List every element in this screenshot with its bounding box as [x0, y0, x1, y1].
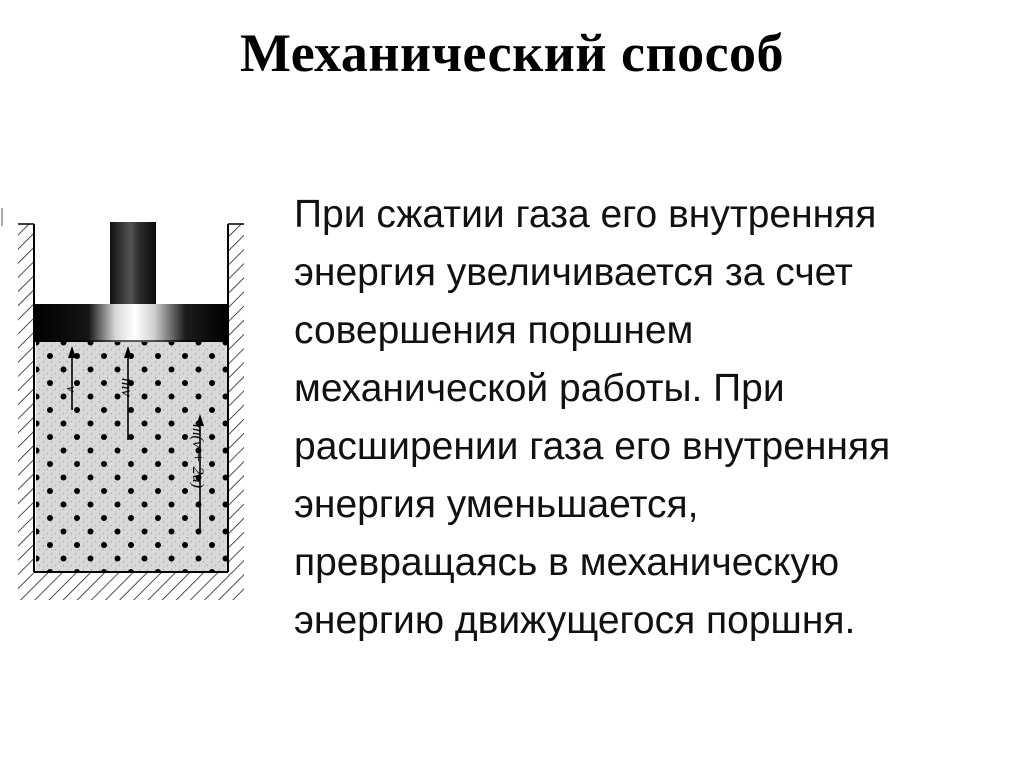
slide-title: Механический способ — [239, 23, 785, 83]
body-line: энергия уменьшается, — [294, 483, 699, 526]
cylinder-bottom — [18, 572, 244, 600]
body-line: энергию движущегося поршня. — [294, 599, 856, 642]
label-m-v-2u: m(v + 2u) — [189, 424, 206, 489]
body-line: При сжатии газа его внутренняя — [294, 193, 877, 236]
piston-cylinder-diagram — [10, 200, 260, 610]
piston — [34, 304, 228, 342]
edge-mark-icon — [0, 208, 4, 226]
body-text — [294, 186, 984, 650]
body-line: совершения поршнем — [294, 309, 694, 352]
piston-rod — [110, 222, 156, 306]
body-line: механической работы. При — [294, 367, 785, 410]
body-line: превращаясь в механическую — [294, 541, 840, 584]
cylinder-right-wall — [228, 224, 244, 600]
label-v: v — [63, 386, 78, 393]
body-line: расширении газа его внутренняя — [294, 425, 891, 468]
body-line: энергия увеличивается за счет — [294, 251, 853, 294]
cylinder-left-wall — [18, 224, 34, 600]
label-mv: mv — [118, 378, 135, 397]
